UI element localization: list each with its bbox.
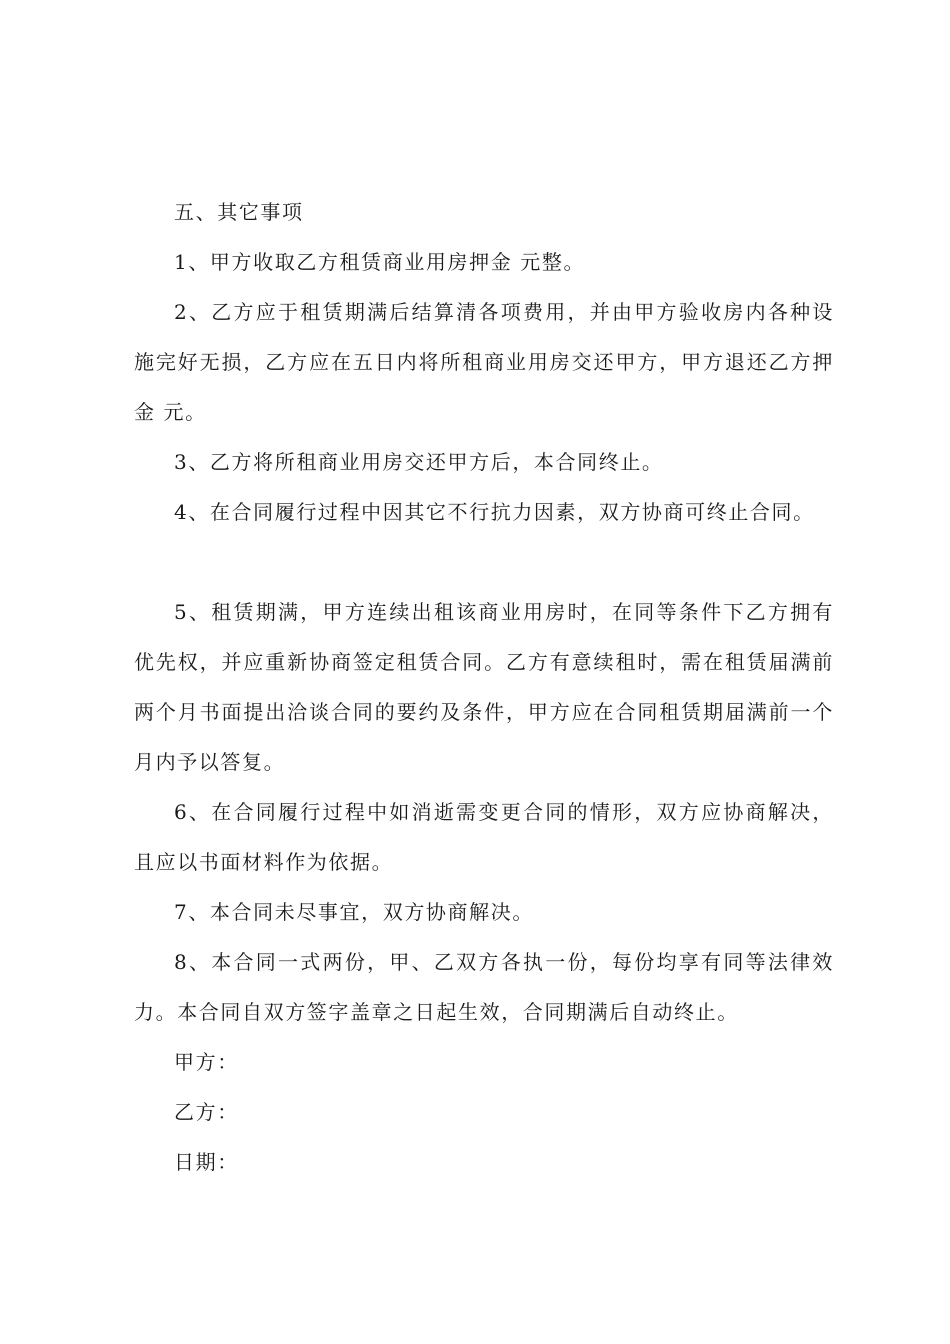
- section-title: 五、其它事项: [174, 200, 304, 224]
- clause-2: 2、乙方应于租赁期满后结算清各项费用，并由甲方验收房内各种设施完好无损，乙方应在五日内将所租商业用房交还甲方，甲方退还乙方押金 元。: [134, 300, 834, 424]
- document-body: [134, 187, 834, 1187]
- clause-4: 4、在合同履行过程中因其它不行抗力因素，双方协商可终止合同。: [174, 500, 815, 524]
- clause-1: 1、甲方收取乙方租赁商业用房押金 元整。: [174, 250, 586, 274]
- clause-6: 6、在合同履行过程中如消逝需变更合同的情形，双方应协商解决，且应以书面材料作为依据。: [134, 800, 834, 874]
- signature-party-a: 甲方：: [174, 1050, 239, 1074]
- clause-3: 3、乙方将所租商业用房交还甲方后，本合同终止。: [174, 450, 664, 474]
- clause-8: 8、本合同一式两份，甲、乙双方各执一份，每份均享有同等法律效力。本合同自双方签字盖章之日起生效，合同期满后自动终止。: [134, 950, 834, 1024]
- clause-7: 7、本合同未尽事宜，双方协商解决。: [174, 900, 534, 924]
- signature-date: 日期：: [174, 1150, 239, 1174]
- clause-5: 5、租赁期满，甲方连续出租该商业用房时，在同等条件下乙方拥有优先权，并应重新协商签定租赁合同。乙方有意续租时，需在租赁届满前两个月书面提出洽谈合同的要约及条件，甲方应在合同租赁期届满前一个月内予以答复。: [134, 600, 834, 774]
- signature-party-b: 乙方：: [174, 1100, 239, 1124]
